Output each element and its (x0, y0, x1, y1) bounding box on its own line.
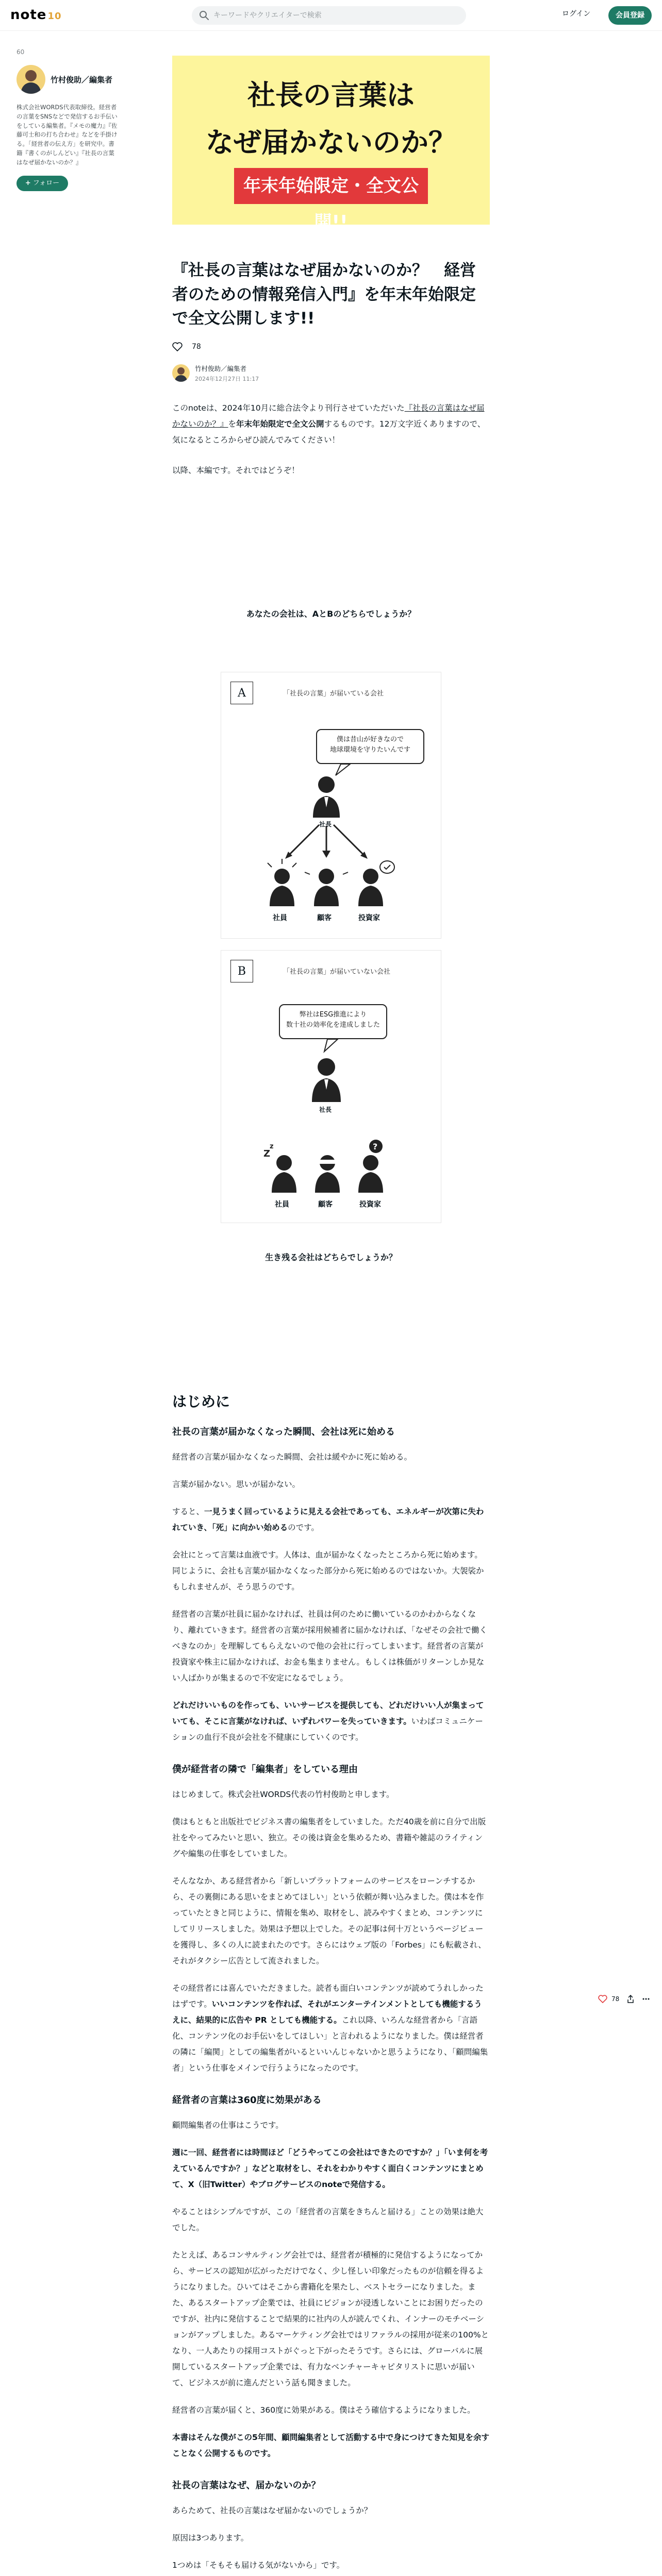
p3-pre: すると、 (172, 1506, 205, 1516)
svg-text:Z: Z (263, 1148, 271, 1159)
p3-bold: 一見うまく回っているように見える会社であっても、エネルギーが次第に失われていき、「死」に向かい始める (172, 1506, 484, 1532)
follow-label: フォロー (32, 179, 60, 187)
more-icon[interactable] (642, 1995, 650, 2003)
panel-a (221, 672, 441, 939)
magazine-caption: 60 (16, 48, 25, 56)
subheading-1: 社長の言葉が届かなくなった瞬間、会社は死に始める (172, 1426, 395, 1437)
search-icon (199, 10, 209, 21)
panel-b-boss-label: 社長 (319, 1106, 332, 1113)
float-heart-icon[interactable] (598, 1995, 607, 2003)
paragraph-12 (172, 2145, 490, 2193)
paragraph-5: 経営者の言葉が社員に届かなければ、社員は何のために働いているのかわからなくなり、離れていきます。経営者の言葉が採用候補者に届かなければ、「なぜその会社で働くべきなのか」を理解してもらえないので他の会社に行ってしまいます。経営者の言葉が投資家や株主に届かなければ、お金も集まりません。もしくは株価がリターンしか見ない人ばかりが集まるので不安定になるでしょう。 (172, 1609, 488, 1683)
paragraph-3 (172, 1504, 490, 1536)
paragraph-19: 1つめは「そもそも届ける気がないから」です。 (172, 2560, 345, 2570)
panel-a-customer-label: 顧客 (317, 913, 332, 922)
hero-tag: 年末年始限定・全文公開!! (234, 168, 428, 204)
like-count: 78 (192, 342, 201, 351)
heart-icon[interactable] (172, 342, 183, 351)
paragraph-14: たとえば、あるコンサルティング会社では、経営者が積極的に発信するようになってから、サービスの認知が広がっただけでなく、少し怪しい印象だったものが信頼を得るようになりました。ひいてはそこから書籍化を果たし、ベストセラーになりました。また、あるスタートアップ企業では、社員にビジョンが浸透しないことにお困りだったのですが、社内に発信することで結果的に社内の人が読んでくれ、インナーのモチベーションがアップしました。あるマーケティング会社ではリファラルの採用が従来の100%となり、一人あたりの採用コストがぐっと下がったそうです。さらには、グローバルに展開しているスタートアップ企業では、有力なベンチャーキャピタリストに思いが届いて、ビジネスが前に進んだという話も聞きました。 (172, 2250, 489, 2387)
avatar[interactable] (16, 65, 45, 94)
p6-bold: どれだけいいものを作っても、いいサービスを提供しても、どれだけいい人が集まっていても、そこに言葉がなければ、いずれパワーを失っていきます。 (172, 1700, 484, 1726)
share-icon[interactable] (626, 1995, 635, 2003)
byline-date: 2024年12月27日 11:17 (195, 375, 259, 382)
search-input[interactable] (213, 6, 456, 25)
paragraph-2: 言葉が届かない。思いが届かない。 (172, 1479, 301, 1489)
p10-post: これ以降、いろんな経営者から「言語化、コンテンツ化のお手伝いをしてほしい」と言われるようになりました。僕は経営者の隣に「編関」としての編集者がいるといいんじゃないかと思うようになり、「顧問編集者」という仕事をメインで行うようになったのです。 (172, 2015, 488, 2073)
site-header (0, 0, 662, 31)
panel-b-illustration (221, 951, 442, 1224)
paragraph-9: そんななか、ある経営者から「新しいプラットフォームのサービスをローンチするから、その裏側にある思いをまとめてほしい」という依頼が舞い込みました。僕は本を作っていたときと同じように、情報を集め、取材をし、読みやすくまとめ、コンテンツにしてリリースしました。効果は予想以上でした。その記事は何十万というページビューを獲得し、多くの人に読まれたのです。さらにはウェブ版の「Forbes」にも転載され、それがタクシー広告として流されました。 (172, 1876, 486, 1965)
p6-post: いわばコミュニケーションの血行不良が会社を不健康にしていくのです。 (172, 1716, 483, 1742)
article (172, 56, 490, 2576)
floating-actions (598, 1995, 650, 2003)
panel-b-label: B (230, 960, 253, 982)
panel-b-caption: 「社長の言葉」が届いていない会社 (283, 968, 391, 976)
panel-a-caption: 「社長の言葉」が届いている会社 (283, 689, 384, 698)
p10-pre: その経営者には喜んでいただきました。読者も面白いコンテンツが読めてうれしかったはずです。 (172, 1983, 484, 2009)
byline-avatar[interactable] (172, 364, 190, 382)
paragraph-18: 原因は3つあります。 (172, 2533, 249, 2543)
byline-name[interactable]: 竹村俊助／編集者 (195, 364, 247, 372)
paragraph-13: やることはシンプルですが、この「経営者の言葉をきちんと届ける」ことの効果は絶大でした。 (172, 2207, 484, 2232)
panel-a-label: A (230, 682, 253, 704)
float-like-count: 78 (611, 1995, 620, 2003)
intro-mid: を (228, 419, 237, 429)
article-title: 『社長の言葉はなぜ届かないのか？ 経営者のための情報発信入門』を年末年始限定で全文公開します!! (172, 261, 476, 328)
byline[interactable] (172, 364, 490, 383)
panel-a-speech-bubble: 僕は昔山が好きなので 地球環境を守りたいんです (316, 729, 424, 764)
p16-bold: 本書はそんな僕がこの5年間、顧問編集者として活動する中で身につけてきた知見を余すことなく公開するものです。 (172, 2432, 489, 2458)
follow-button[interactable] (16, 176, 68, 191)
logo-text: note (10, 7, 47, 23)
paragraph-15: 経営者の言葉が届くと、360度に効果がある。僕はそう確信するようになりました。 (172, 2405, 475, 2415)
author-name[interactable]: 竹村俊助／編集者 (51, 75, 113, 84)
p10-bold: いいコンテンツを作れば、それがエンターテインメントとしても機能するうえに、結果的に広告や PR としても機能する。 (172, 1999, 482, 2025)
intro-pre: このnoteは、2024年10月に総合法令より刊行させていただいた (172, 403, 405, 413)
p12-bold: 週に一回、経営者には時間ほど「どうやってこの会社はできたのですか？」「いま何を考えているんですか？」などと取材をし、それをわかりやすく面白くコンテンツにまとめて、X（旧Twitter）やブログサービスのnoteで発信する。 (172, 2147, 488, 2189)
subheading-2: 僕が経営者の隣で「編集者」をしている理由 (172, 1764, 358, 1775)
hero-line-2: なぜ届かないのか？ (206, 126, 456, 159)
author-bio: 株式会社WORDS代表取締役。経営者の言葉をSNSなどで発信するお手伝いをしている編集者。『メモの魔力』『佐藤可士和の打ち合わせ』などを手掛ける。「経営者の伝え方」を研究中。書籍『書くのがしんどい』『社長の言葉はなぜ届かないのか？』 (16, 104, 118, 166)
panel-a-staff-label: 社員 (273, 913, 287, 922)
author-sidebar (16, 48, 120, 191)
svg-text:z: z (270, 1142, 274, 1150)
question-bottom: 生き残る会社はどちらでしょうか？ (265, 1252, 397, 1262)
hero-line-1: 社長の言葉は (247, 79, 415, 111)
like-row (172, 342, 490, 351)
author-row[interactable] (16, 65, 120, 94)
paragraph-8: 僕はもともと出版社でビジネス書の編集者をしていました。ただ40歳を前に自分で出版社をやってみたいと思い、独立。その後は資金を集めるため、書籍や雑誌のライティングや編集の仕事をしていました。 (172, 1817, 486, 1858)
note-logo[interactable] (10, 7, 62, 23)
paragraph-16 (172, 2430, 490, 2462)
paragraph-10 (172, 1980, 490, 2076)
panel-b (221, 950, 441, 1223)
paragraph-11: 顧問編集者の仕事はこうです。 (172, 2120, 284, 2130)
paragraph-1: 経営者の言葉が届かなくなった瞬間、会社は緩やかに死に始める。 (172, 1452, 412, 1462)
intro-paragraph-2: 以降、本編です。それではどうぞ！ (172, 465, 300, 475)
paragraph-7: はじめまして。株式会社WORDS代表の竹村俊助と申します。 (172, 1789, 394, 1799)
panel-b-speech-bubble: 弊社はESG推進により 数十社の効率化を達成しました (279, 1004, 387, 1039)
logo-badge: 10 (47, 11, 62, 22)
section-heading-intro: はじめに (172, 1393, 230, 1410)
plus-icon: + (25, 179, 31, 187)
panel-a-investor-label: 投資家 (358, 913, 380, 922)
question-top: あなたの会社は、AとBのどちらでしょうか？ (246, 608, 416, 619)
hero-image (172, 56, 490, 232)
subheading-3: 経営者の言葉は360度に効果がある (172, 2094, 322, 2106)
intro-post: するものです。12万文字近くありますので、気になるところからぜひ読んでみてください！ (172, 419, 486, 445)
login-link[interactable]: ログイン (562, 10, 591, 18)
p3-post: のです。 (288, 1522, 319, 1532)
register-button[interactable]: 会員登録 (608, 6, 652, 25)
subheading-4: 社長の言葉はなぜ、届かないのか？ (172, 2480, 321, 2491)
book-link[interactable]: 『社長の言葉はなぜ届かないのか？』 (172, 403, 485, 429)
panel-b-investor-label: 投資家 (359, 1200, 381, 1209)
intro-bold: 年末年始限定で全文公開 (236, 419, 324, 429)
panel-a-boss-label: 社長 (319, 820, 332, 828)
svg-text:?: ? (373, 1141, 378, 1151)
intro-paragraph (172, 400, 490, 448)
panel-a-illustration (221, 672, 442, 939)
panel-b-customer-label: 顧客 (318, 1200, 333, 1209)
paragraph-6 (172, 1698, 490, 1745)
search-box[interactable] (192, 6, 466, 25)
paragraph-4: 会社にとって言葉は血液です。人体は、血が届かなくなったところから死に始めます。同じように、会社も言葉が届かなくなった部分から死に始めるのではないか。大袈裟かもしれませんが、そう思うのです。 (172, 1550, 484, 1591)
panel-b-staff-label: 社員 (275, 1200, 289, 1209)
paragraph-17: あらためて、社長の言葉はなぜ届かないのでしょうか？ (172, 2505, 372, 2515)
